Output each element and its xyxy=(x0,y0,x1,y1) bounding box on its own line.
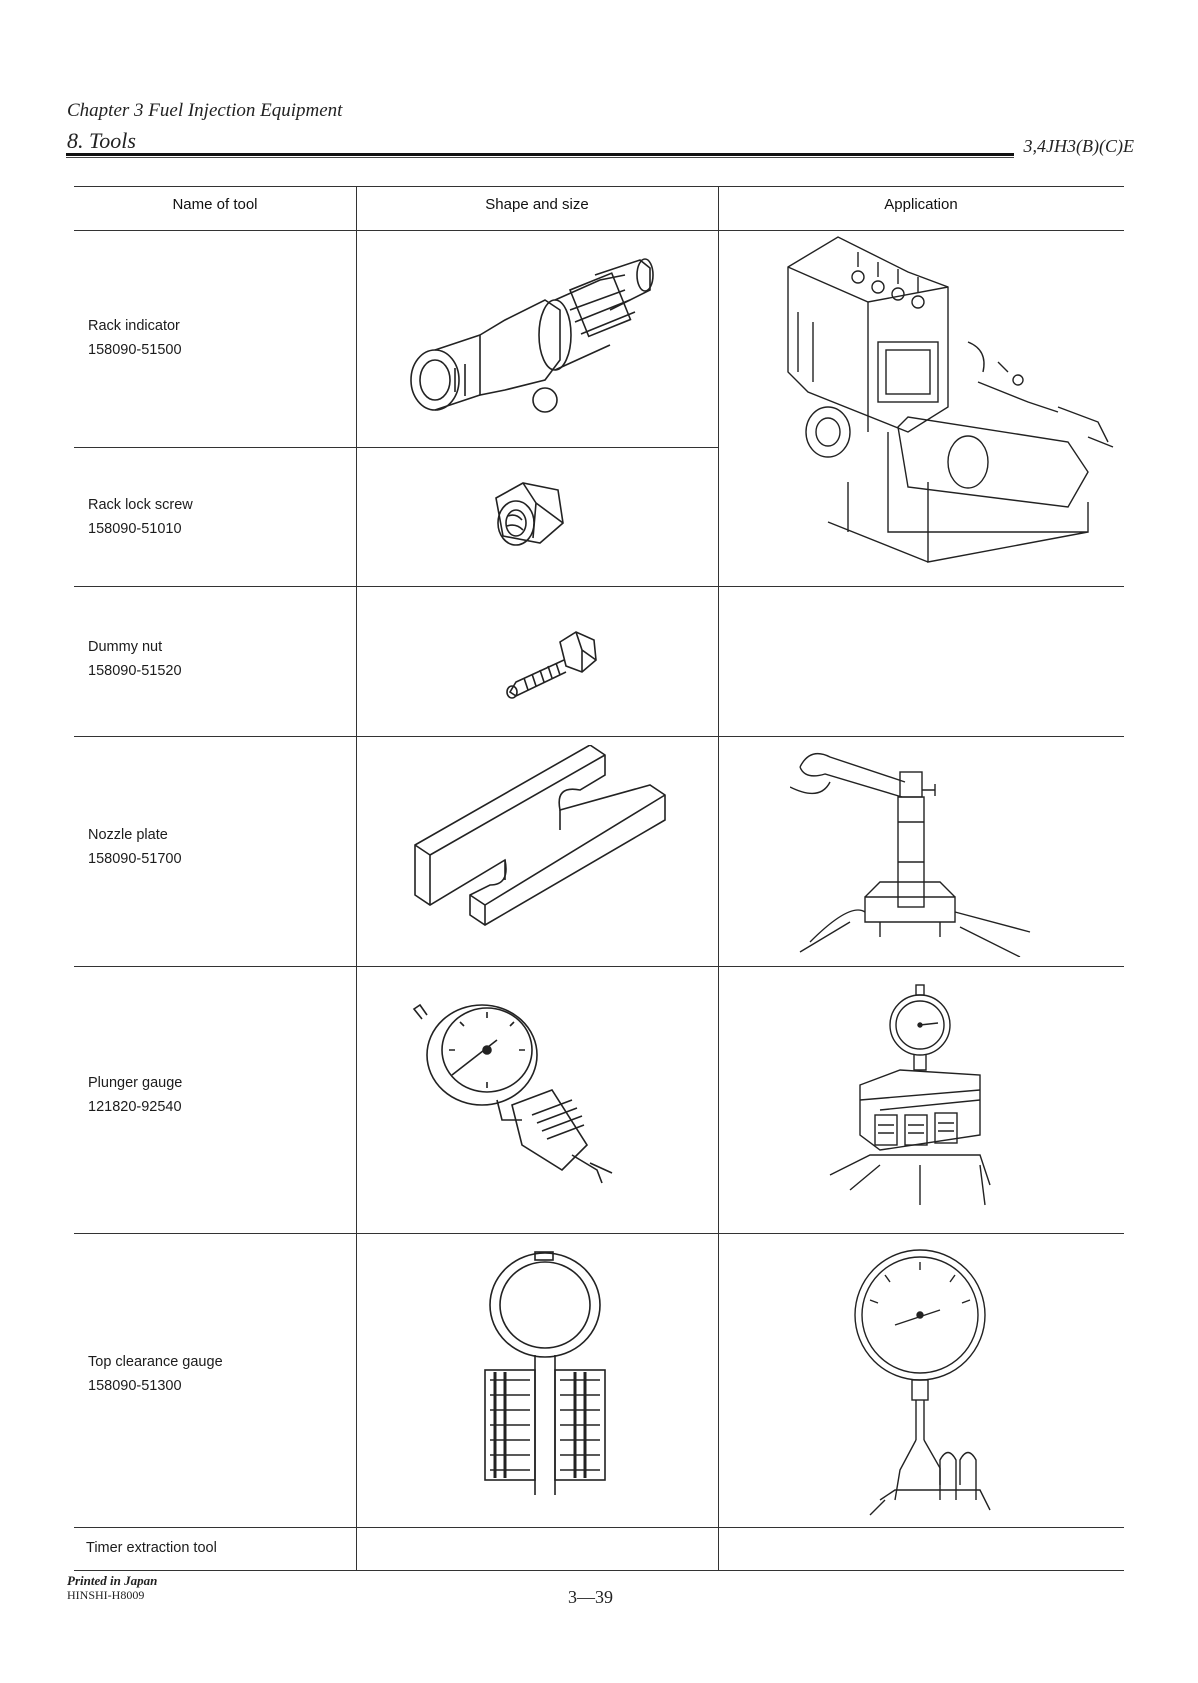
model-designation: 3,4JH3(B)(C)E xyxy=(1023,136,1134,156)
printed-in-label: Printed in Japan xyxy=(67,1573,158,1588)
dummy-nut-drawing xyxy=(498,620,608,710)
tool-part-number: 158090-51010 xyxy=(88,521,182,537)
table-bottom-rule xyxy=(74,1570,1124,1571)
tool-entry xyxy=(88,635,182,683)
plunger-gauge-drawing xyxy=(412,995,642,1185)
table-header-rule xyxy=(74,230,1124,231)
header-rule xyxy=(66,153,1014,156)
tool-part-number: 158090-51520 xyxy=(88,663,182,679)
column-divider xyxy=(356,186,357,1570)
nozzle-plate-drawing xyxy=(410,745,680,945)
tool-entry xyxy=(86,1536,217,1560)
tool-entry xyxy=(88,314,182,362)
tool-part-number: 158090-51300 xyxy=(88,1378,182,1394)
row-divider xyxy=(74,1233,1124,1234)
row-divider xyxy=(74,736,1124,737)
tool-name: Rack indicator xyxy=(88,318,180,334)
tool-part-number: 121820-92540 xyxy=(88,1099,182,1115)
document-code: HINSHI-H8009 xyxy=(67,1588,145,1602)
table-top-rule xyxy=(74,186,1124,187)
row-divider xyxy=(74,1527,1124,1528)
column-divider xyxy=(718,186,719,1570)
top-clearance-gauge-application-drawing xyxy=(840,1240,1010,1520)
row-divider xyxy=(74,966,1124,967)
plunger-gauge-application-drawing xyxy=(820,975,995,1210)
rack-lock-screw-drawing xyxy=(478,468,578,568)
column-header-name: Name of tool xyxy=(172,196,258,213)
tool-entry xyxy=(88,1071,182,1119)
tool-part-number: 158090-51500 xyxy=(88,342,182,358)
rack-indicator-drawing xyxy=(395,250,675,440)
header-rule-thin xyxy=(66,157,1014,158)
tool-name: Dummy nut xyxy=(88,639,163,655)
tool-name: Top clearance gauge xyxy=(88,1354,223,1370)
top-clearance-gauge-drawing xyxy=(475,1250,615,1505)
row-divider xyxy=(74,447,719,448)
chapter-title: Chapter 3 Fuel Injection Equipment xyxy=(67,100,343,121)
row-divider xyxy=(74,586,1124,587)
tool-entry xyxy=(88,823,182,871)
tool-part-number: 158090-51700 xyxy=(88,851,182,867)
tool-entry xyxy=(88,493,193,541)
tool-name: Timer extraction tool xyxy=(86,1540,217,1556)
tool-entry xyxy=(88,1350,223,1398)
column-header-shape: Shape and size xyxy=(485,196,589,213)
section-title: 8. Tools xyxy=(67,128,136,153)
rack-indicator-application-drawing xyxy=(768,232,1118,572)
page-number: 3—39 xyxy=(568,1587,613,1607)
tool-name: Nozzle plate xyxy=(88,827,168,843)
nozzle-plate-application-drawing xyxy=(790,742,1040,957)
tool-name: Rack lock screw xyxy=(88,497,193,513)
column-header-application: Application xyxy=(884,196,958,213)
tool-name: Plunger gauge xyxy=(88,1075,183,1091)
